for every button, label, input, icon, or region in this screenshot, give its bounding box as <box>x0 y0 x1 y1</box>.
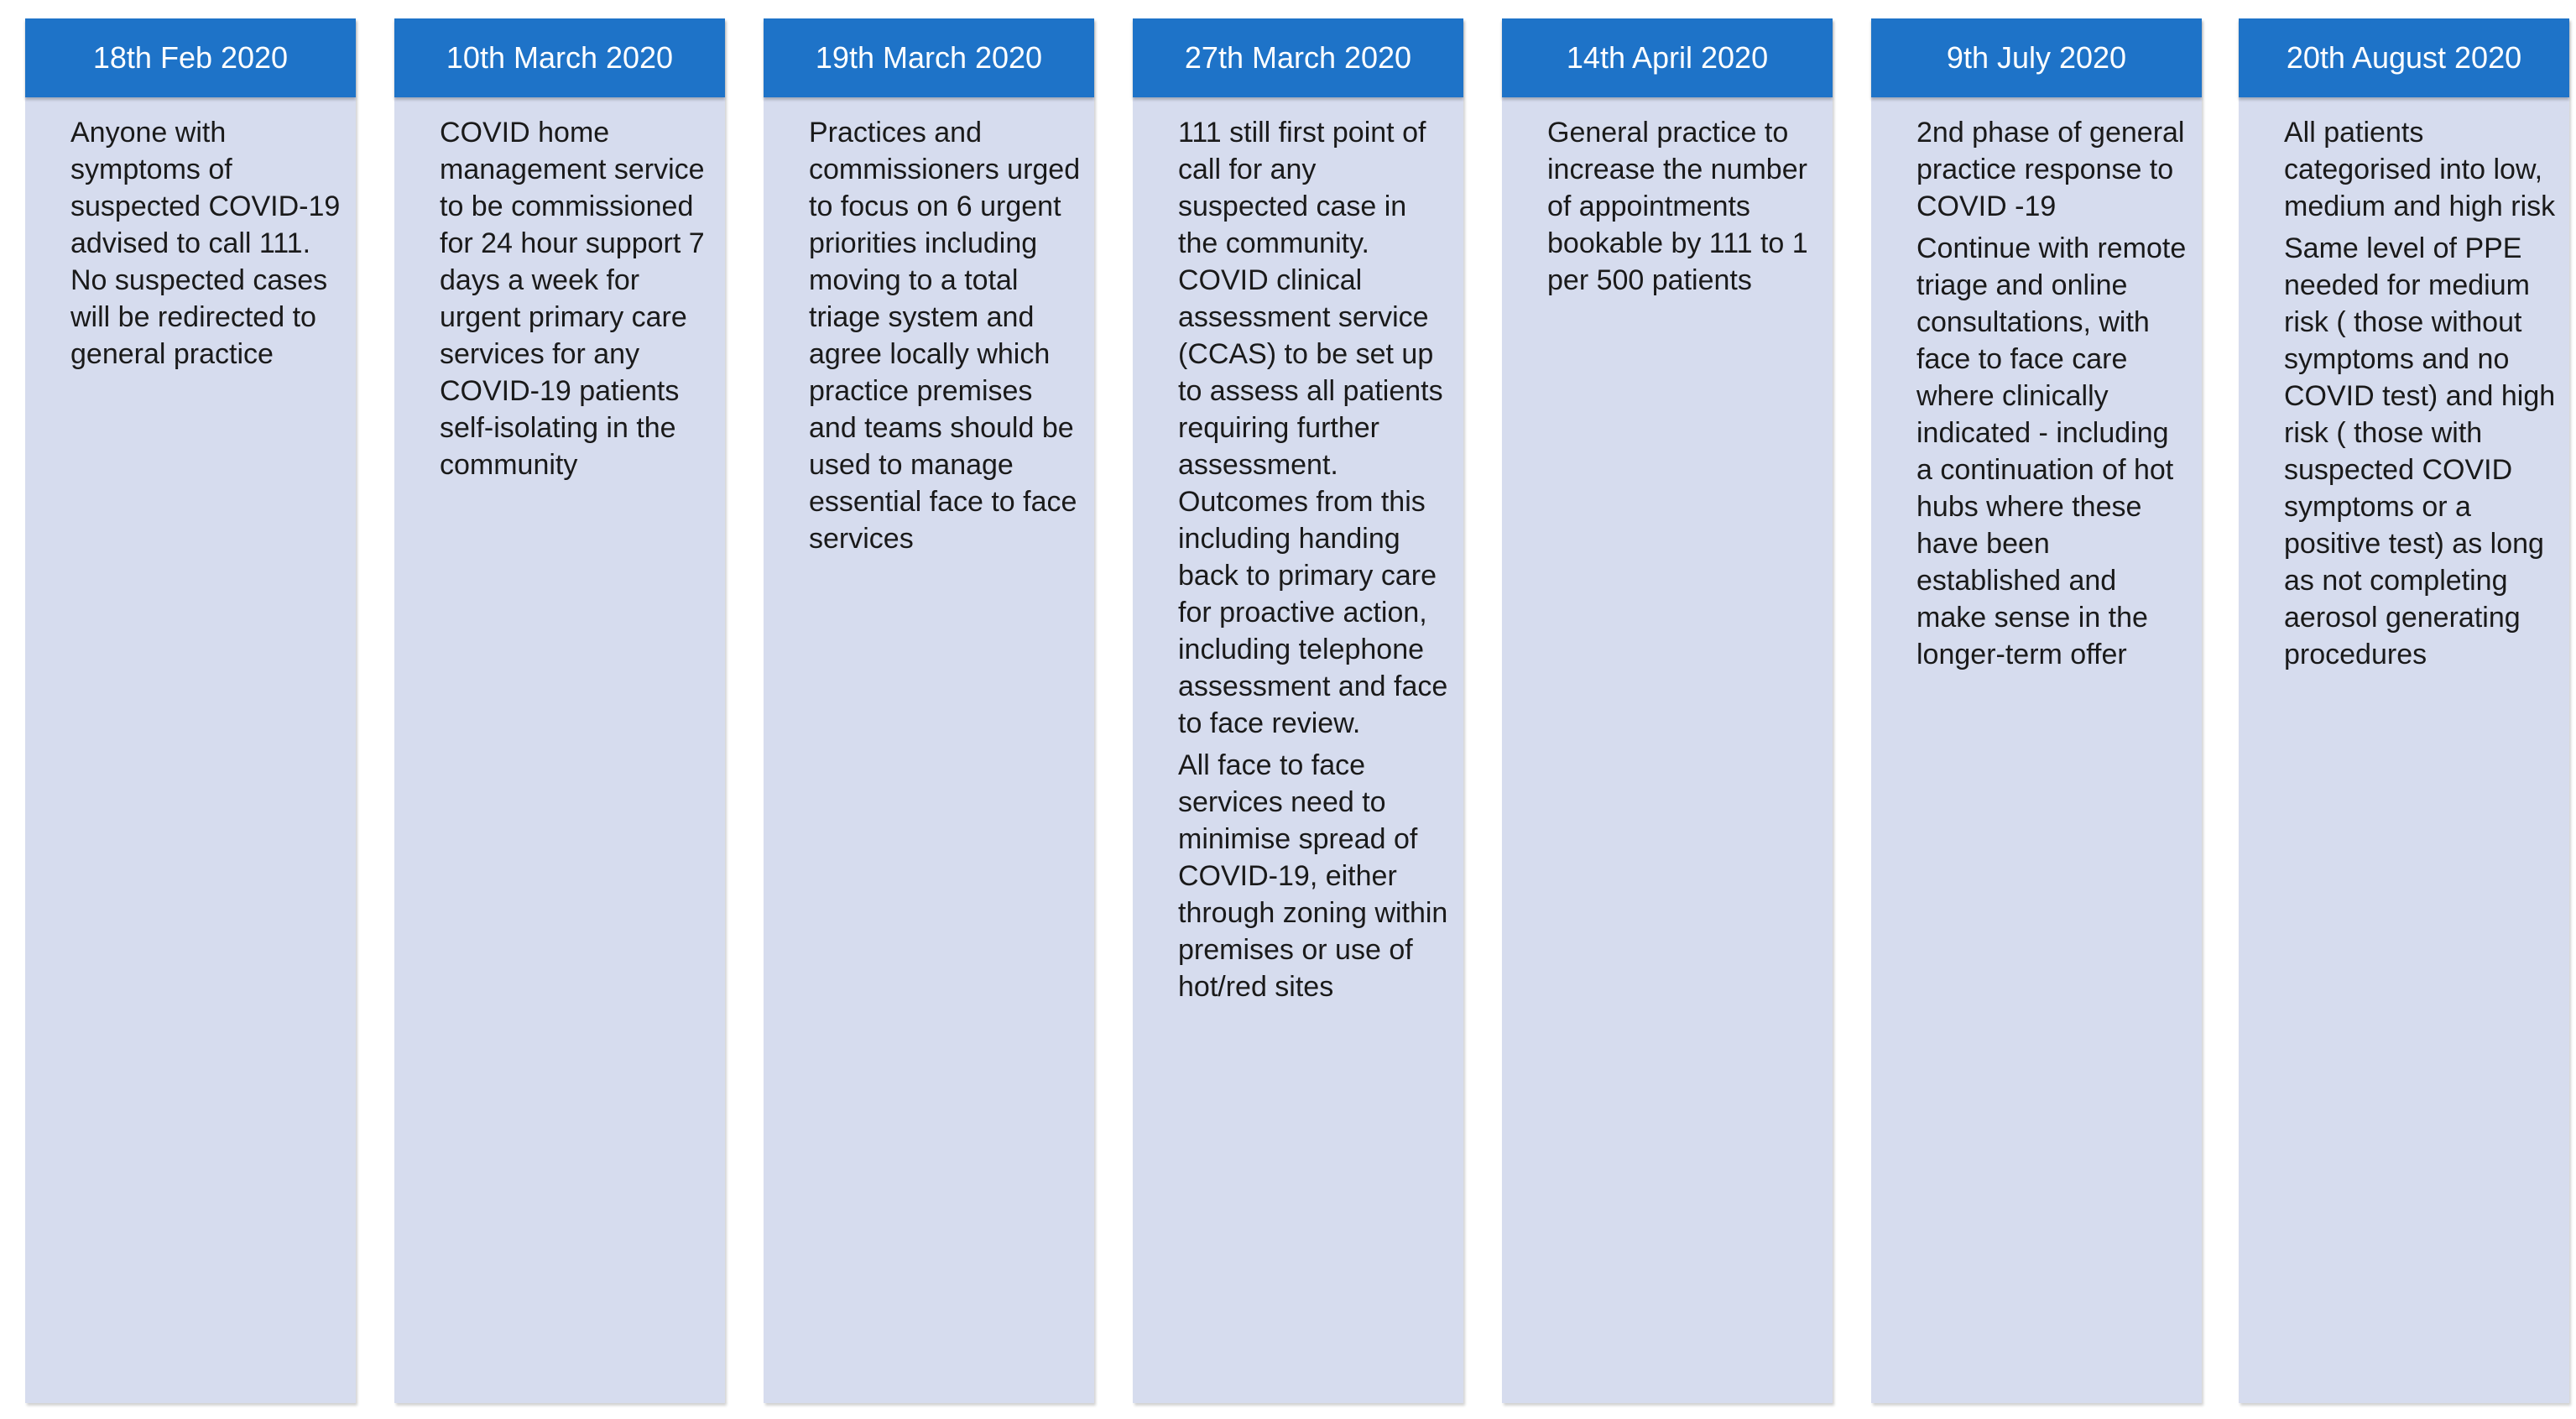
column-text: All face to face services need to minimise spread of COVID-19, either through zoning within premises or use of hot/red sites <box>1178 749 1448 1003</box>
date-header: 27th March 2020 <box>1133 18 1463 97</box>
column-text: COVID home management service to be commissioned for 24 hour support 7 days a week for urgent primary care services for any COVID-19 patients self-isolating in the community <box>440 117 705 481</box>
column-text: Anyone with symptoms of suspected COVID-19 advised to call 111. No suspected cases will be redirected to general practice <box>70 117 341 370</box>
column-text: 111 still first point of call for any suspected case in the community. COVID clinical assessment service (CCAS) to be set up to assess all patients requiring further assessment. Outcomes from this including handing back to primary care for proactive action, including telephone assessment and face to face review. <box>1178 117 1448 739</box>
column-body <box>1502 97 1833 299</box>
timeline-column-7 <box>2239 18 2569 1403</box>
column-text: All patients categorised into low, medium and high risk <box>2284 117 2556 222</box>
column-body <box>764 97 1094 557</box>
column-text: 2nd phase of general practice response to COVID -19 <box>1916 117 2185 222</box>
timeline-column-4 <box>1133 18 1463 1403</box>
column-text: General practice to increase the number of appointments bookable by 111 to 1 per 500 patients <box>1547 117 1808 296</box>
column-body <box>394 97 725 483</box>
date-header: 9th July 2020 <box>1871 18 2202 97</box>
column-body <box>1871 97 2202 673</box>
timeline-column-2 <box>394 18 725 1403</box>
date-header: 14th April 2020 <box>1502 18 1833 97</box>
column-text: Continue with remote triage and online consultations, with face to face care where clinically indicated - including a continuation of hot hubs where these have been established and make sense in the longer-term offer <box>1916 232 2187 670</box>
date-header: 18th Feb 2020 <box>25 18 356 97</box>
date-header: 20th August 2020 <box>2239 18 2569 97</box>
timeline-column-6 <box>1871 18 2202 1403</box>
timeline-column-5 <box>1502 18 1833 1403</box>
timeline-column-3 <box>764 18 1094 1403</box>
timeline-column-1 <box>25 18 356 1403</box>
date-header: 19th March 2020 <box>764 18 1094 97</box>
column-text: Practices and commissioners urged to focus on 6 urgent priorities including moving to a total triage system and agree locally which practice premises and teams should be used to manage essential face to face services <box>809 117 1081 555</box>
column-body <box>2239 97 2569 673</box>
date-header: 10th March 2020 <box>394 18 725 97</box>
column-body <box>1133 97 1463 1005</box>
column-text: Same level of PPE needed for medium risk ( those without symptoms and no COVID test) and high risk ( those with suspected COVID symptoms or a positive test) as long as not completing aerosol generating procedures <box>2284 232 2556 670</box>
column-body <box>25 97 356 373</box>
